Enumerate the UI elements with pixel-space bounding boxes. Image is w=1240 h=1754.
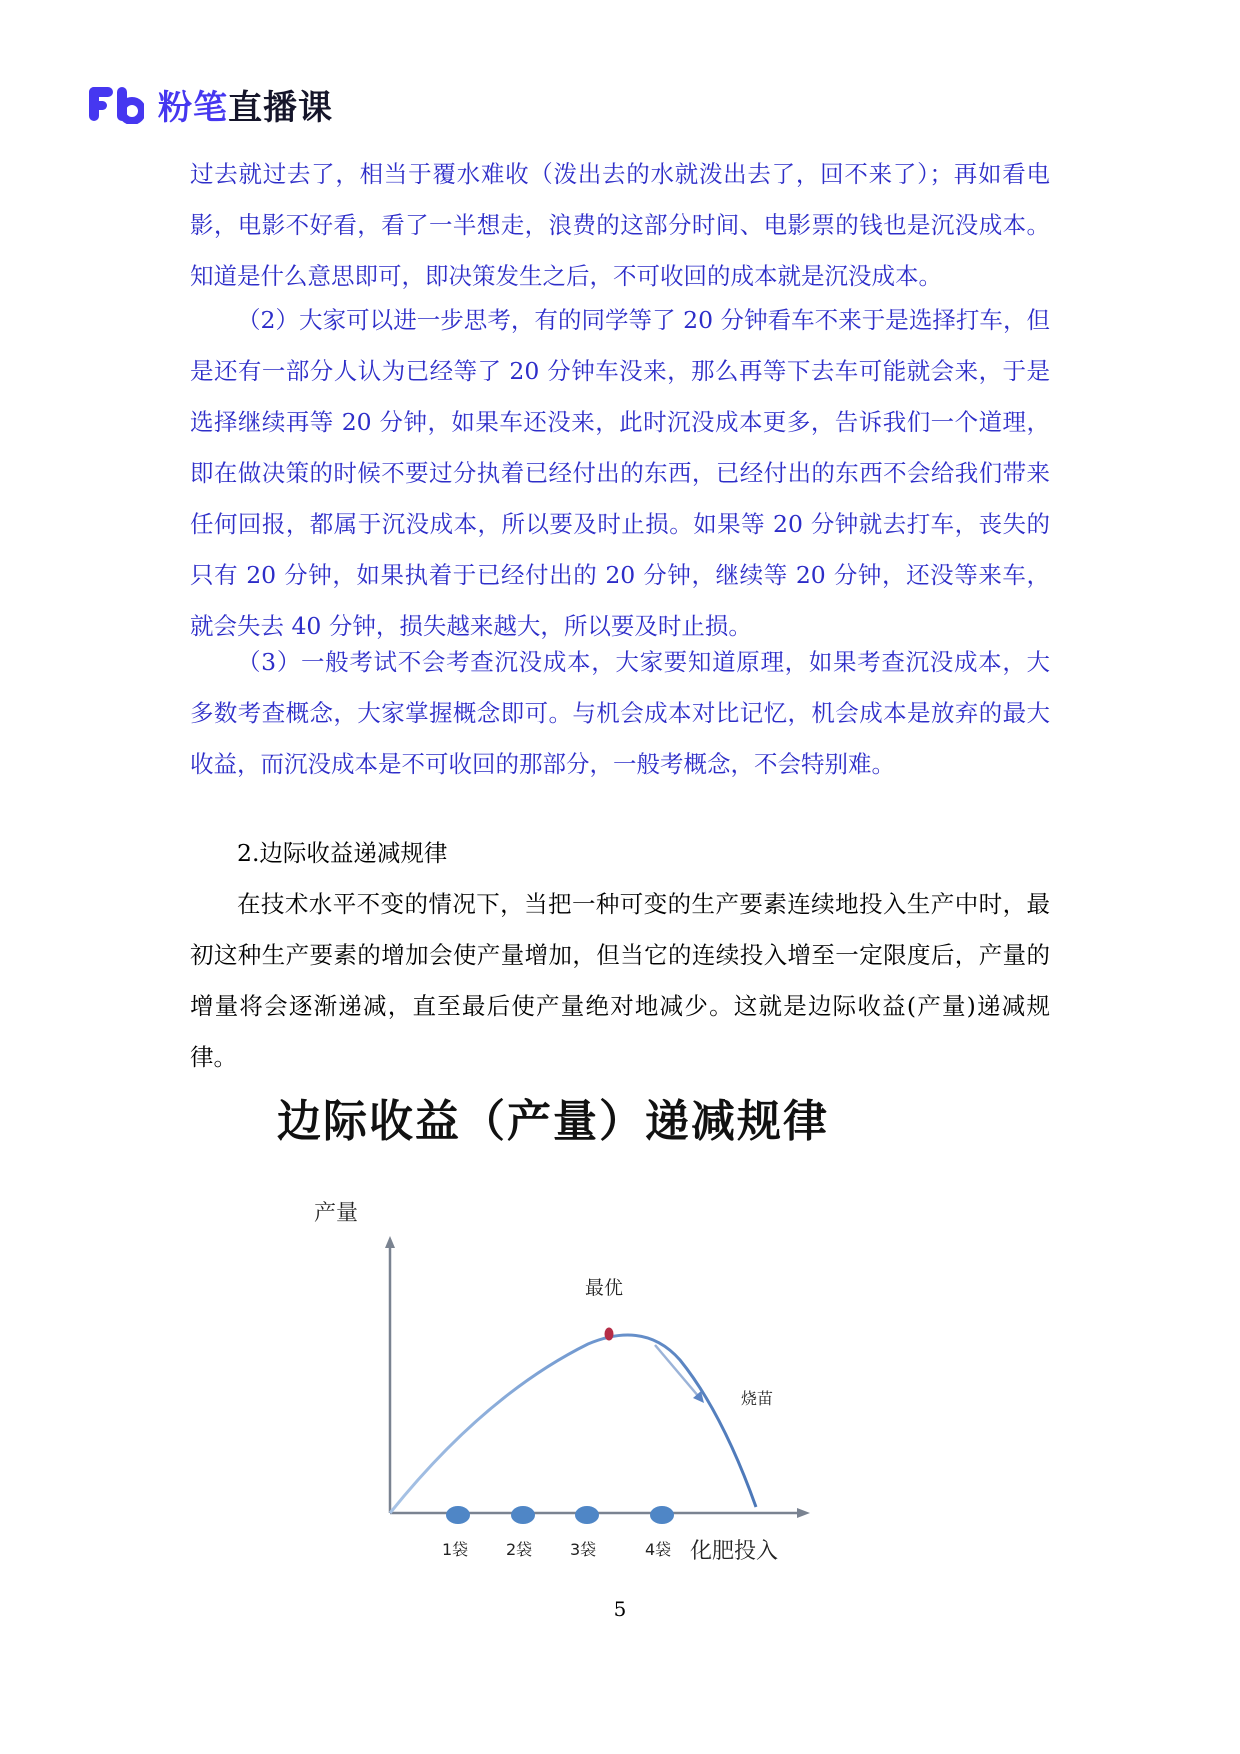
brand-rest: 直播课: [228, 87, 333, 128]
x-tick-label: 4袋: [645, 1540, 672, 1559]
figure-title: 边际收益（产量）递减规律: [277, 1096, 829, 1147]
section-heading: 2.边际收益递减规律: [237, 839, 448, 867]
output-curve: [390, 1335, 756, 1513]
fb-logo-icon: [88, 84, 144, 124]
burn-arrow: [655, 1345, 699, 1397]
category-marker-1: [446, 1506, 470, 1524]
paragraph-waiting-bus-example: （2）大家可以进一步思考，有的同学等了 20 分钟看车不来于是选择打车，但是还有一部分人认为已经等了 20 分钟车没来，那么再等下去车可能就会来，于是选择继续再等 20 分钟，如果车还没来，此时沉没成本更多，告诉我们一个道理，即在做决策的时候不要过分执着已经付出的东西，已经付出的东西不会给我们带来任何回报，都属于沉没成本，所以要及时止损。如果等 20 分钟就去打车，丧失的只有 20 分钟，如果执着于已经付出的 20 分钟，继续等 20 分钟，还没等来车，就会失去 40 分钟，损失越来越大，所以要及时止损。: [190, 306, 1050, 640]
annotation-burn: 烧苗: [741, 1389, 774, 1408]
paragraph-sunk-cost-definition: 过去就过去了，相当于覆水难收（泼出去的水就泼出去了，回不来了）；再如看电影，电影不好看，看了一半想走，浪费的这部分时间、电影票的钱也是沉没成本。知道是什么意思即可，即决策发生之后，不可收回的成本就是沉没成本。: [190, 160, 1050, 290]
brand-logo: [88, 84, 333, 128]
paragraph-exam-note: （3）一般考试不会考查沉没成本，大家要知道原理，如果考查沉没成本，大多数考查概念，大家掌握概念即可。与机会成本对比记忆，机会成本是放弃的最大收益，而沉没成本是不可收回的那部分，一般考概念，不会特别难。: [190, 648, 1050, 778]
annotation-optimum: 最优: [585, 1277, 624, 1299]
category-marker-4: [650, 1506, 674, 1524]
page-number: 5: [613, 1597, 627, 1621]
category-marker-3: [575, 1506, 599, 1524]
y-axis-label: 产量: [314, 1201, 359, 1226]
x-axis-label: 化肥投入: [690, 1539, 779, 1564]
brand-name: [158, 80, 333, 129]
x-axis-arrow-icon: [797, 1508, 810, 1518]
brand-accent: 粉笔: [158, 87, 228, 128]
paragraph-diminishing-returns: 在技术水平不变的情况下，当把一种可变的生产要素连续地投入生产中时，最初这种生产要素的增加会使产量增加，但当它的连续投入增至一定限度后，产量的增量将会逐渐递减，直至最后使产量绝对地减少。这就是边际收益(产量)递减规律。: [190, 890, 1050, 1071]
category-marker-2: [511, 1506, 535, 1524]
diminishing-returns-chart: [290, 1200, 910, 1600]
y-axis-arrow-icon: [385, 1236, 395, 1248]
x-tick-label: 1袋: [442, 1540, 469, 1559]
optimum-point: [605, 1328, 614, 1341]
x-tick-label: 3袋: [570, 1540, 597, 1559]
x-tick-label: 2袋: [506, 1540, 533, 1559]
